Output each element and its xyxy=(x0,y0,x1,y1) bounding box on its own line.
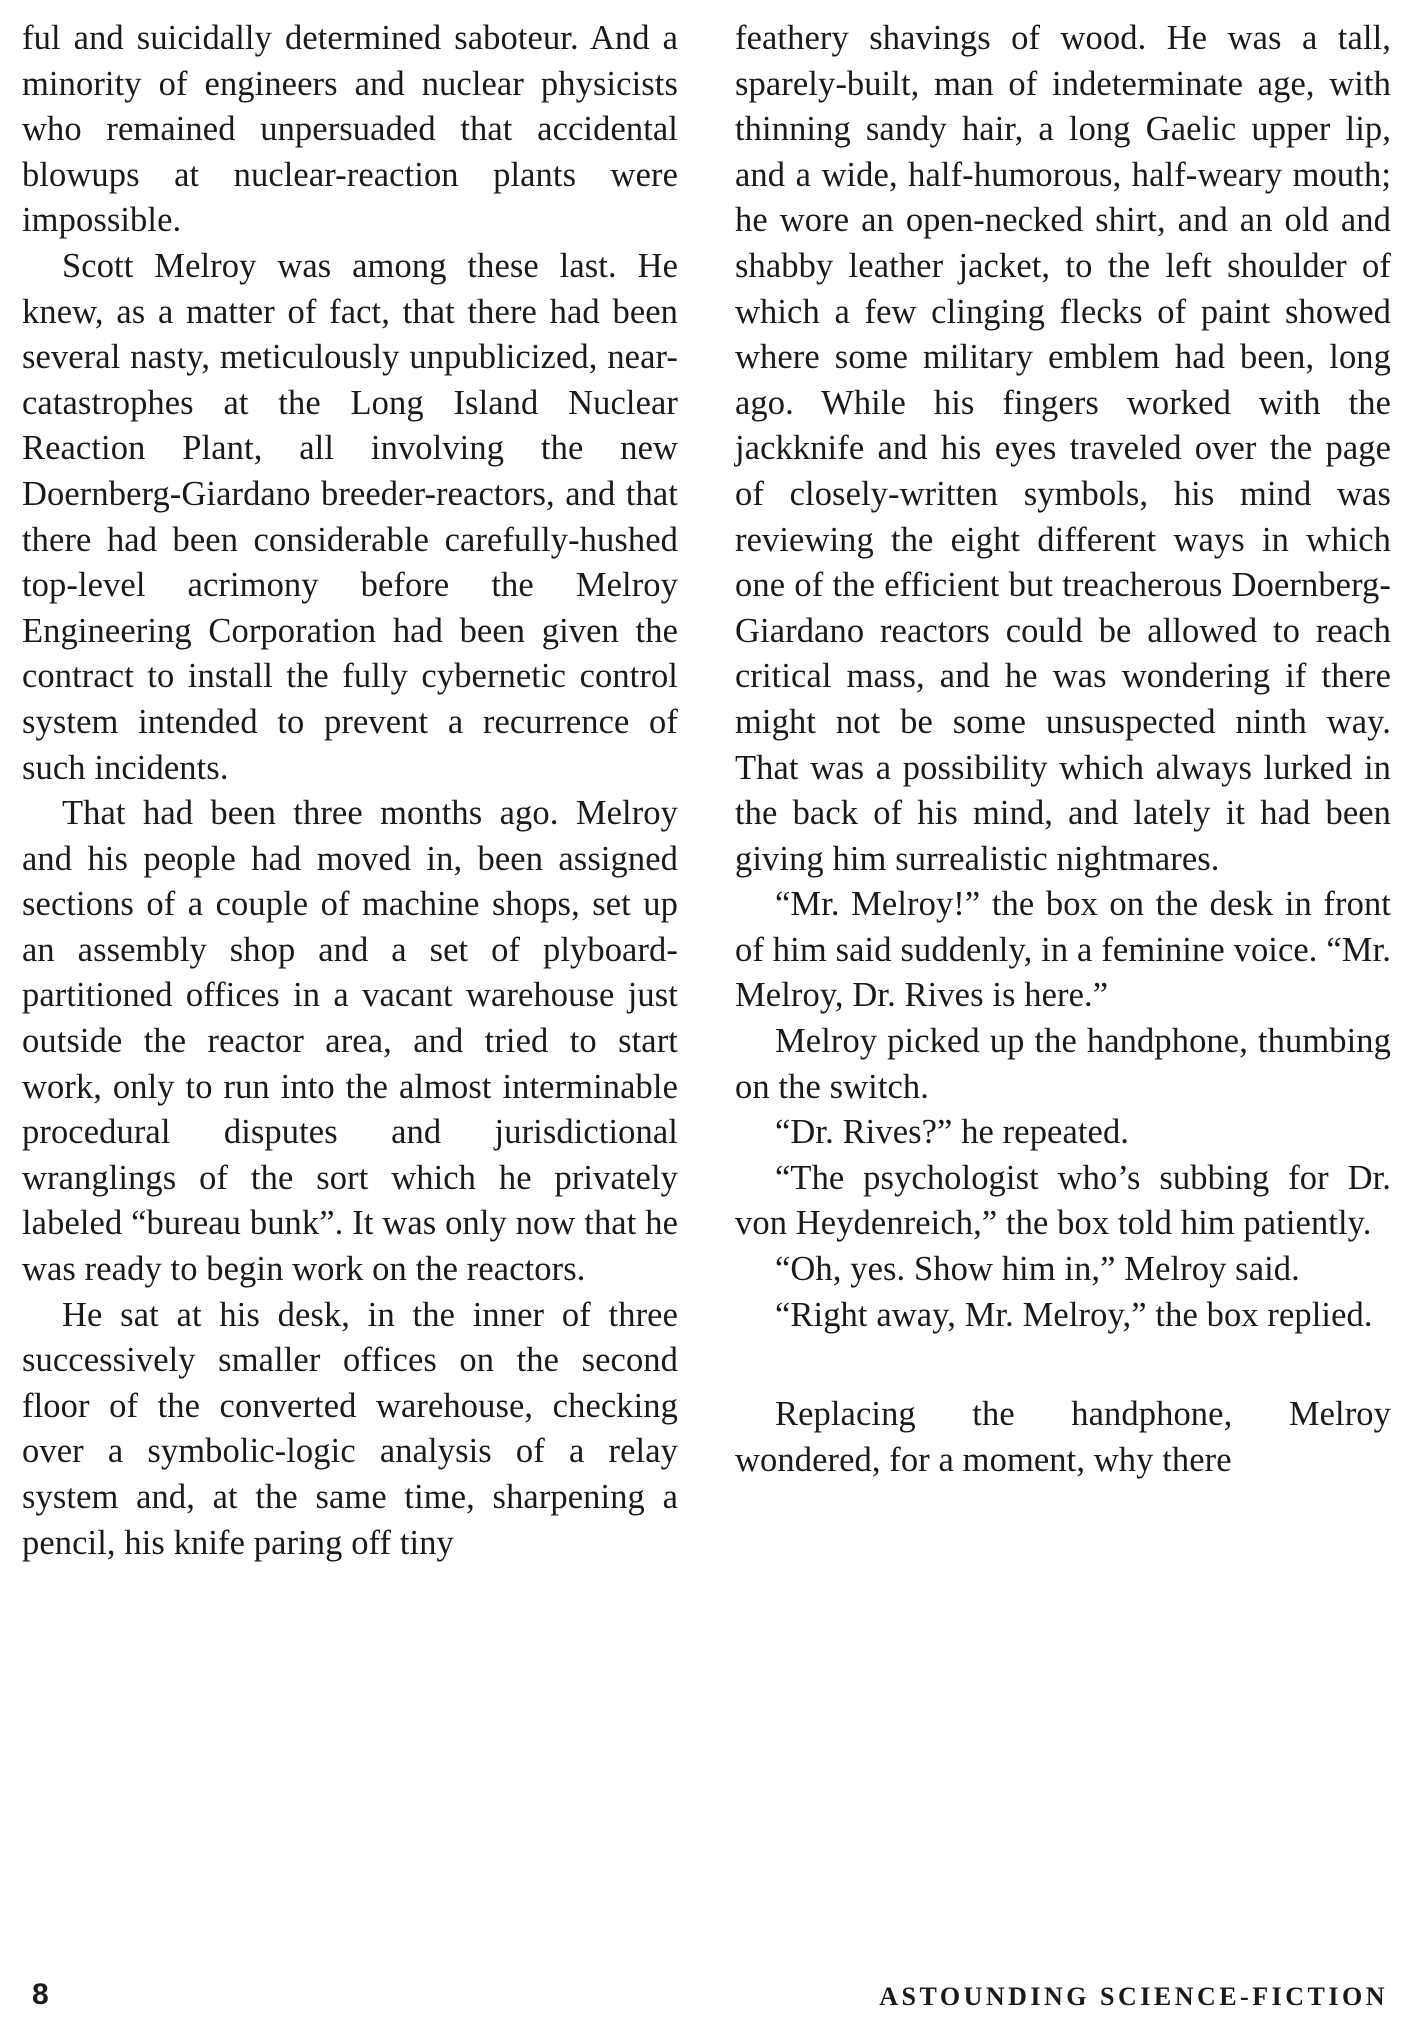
paragraph: He sat at his desk, in the inner of three successively smaller offices on the second floor of the converted warehouse, checking over a symbolic-logic analysis of a relay system and, at the same time, sharpening a pencil, his knife paring off tiny xyxy=(22,1295,678,1562)
left-column xyxy=(22,16,678,1566)
paragraph: “Right away, Mr. Melroy,” the box replied. xyxy=(775,1295,1373,1334)
paragraph: “The psychologist who’s subbing for Dr. von Heydenreich,” the box told him patiently. xyxy=(735,1158,1391,1243)
paragraph: feathery shavings of wood. He was a tall, sparely-built, man of indeterminate age, with thinning sandy hair, a long Gaelic upper lip, and a wide, half-humorous, half-weary mouth; he wore an open-necked shirt, and an old and shabby leather jacket, to the left shoulder of which a few clinging flecks of paint showed where some military emblem had been, long ago. While his fingers worked with the jackknife and his eyes traveled over the page of closely-written symbols, his mind was reviewing the eight different ways in which one of the efficient but treacherous Doernberg-Giardano reactors could be allowed to reach critical mass, and he was wondering if there might not be some unsuspected ninth way. That was a possibility which always lurked in the back of his mind, and lately it had been giving him surrealistic nightmares. xyxy=(735,19,1391,878)
paragraph: “Mr. Melroy!” the box on the desk in front of him said suddenly, in a feminine voice. “Mr. Melroy, Dr. Rives is here.” xyxy=(735,885,1391,1015)
magazine-title: ASTOUNDING SCIENCE-FICTION xyxy=(879,1982,1388,2011)
paragraph: ful and suicidally determined saboteur. And a minority of engineers and nuclear physicists who remained unpersuaded that accidental blowups at nuclear-reaction plants were impossible. xyxy=(22,19,678,240)
paragraph: Melroy picked up the handphone, thumbing on the switch. xyxy=(735,1022,1391,1106)
paragraph: Replacing the handphone, Melroy wondered, for a moment, why there xyxy=(735,1395,1391,1479)
paragraph: Scott Melroy was among these last. He knew, as a matter of fact, that there had been several nasty, meticulously unpublicized, near-catastrophes at the Long Island Nuclear Reaction Plant, all involving the new Doernberg-Giardano breeder-reactors, and that there had been considerable carefully-hushed top-level acrimony before the Melroy Engineering Corporation had been given the contract to install the fully cybernetic control system intended to prevent a recurrence of such incidents. xyxy=(22,246,678,787)
right-column xyxy=(735,16,1391,1483)
paragraph: “Oh, yes. Show him in,” Melroy said. xyxy=(775,1250,1300,1289)
paragraph: “Dr. Rives?” he repeated. xyxy=(775,1113,1130,1152)
page-number: 8 xyxy=(32,1978,49,2011)
paragraph: That had been three months ago. Melroy and his people had moved in, been assigned sections of a couple of machine shops, set up an assembly shop and a set of plyboard-partitioned offices in a vacant warehouse just outside the reactor area, and tried to start work, only to run into the almost interminable procedural disputes and jurisdictional wranglings of the sort which he privately labeled “bureau bunk”. It was only now that he was ready to begin work on the reactors. xyxy=(22,794,678,1289)
